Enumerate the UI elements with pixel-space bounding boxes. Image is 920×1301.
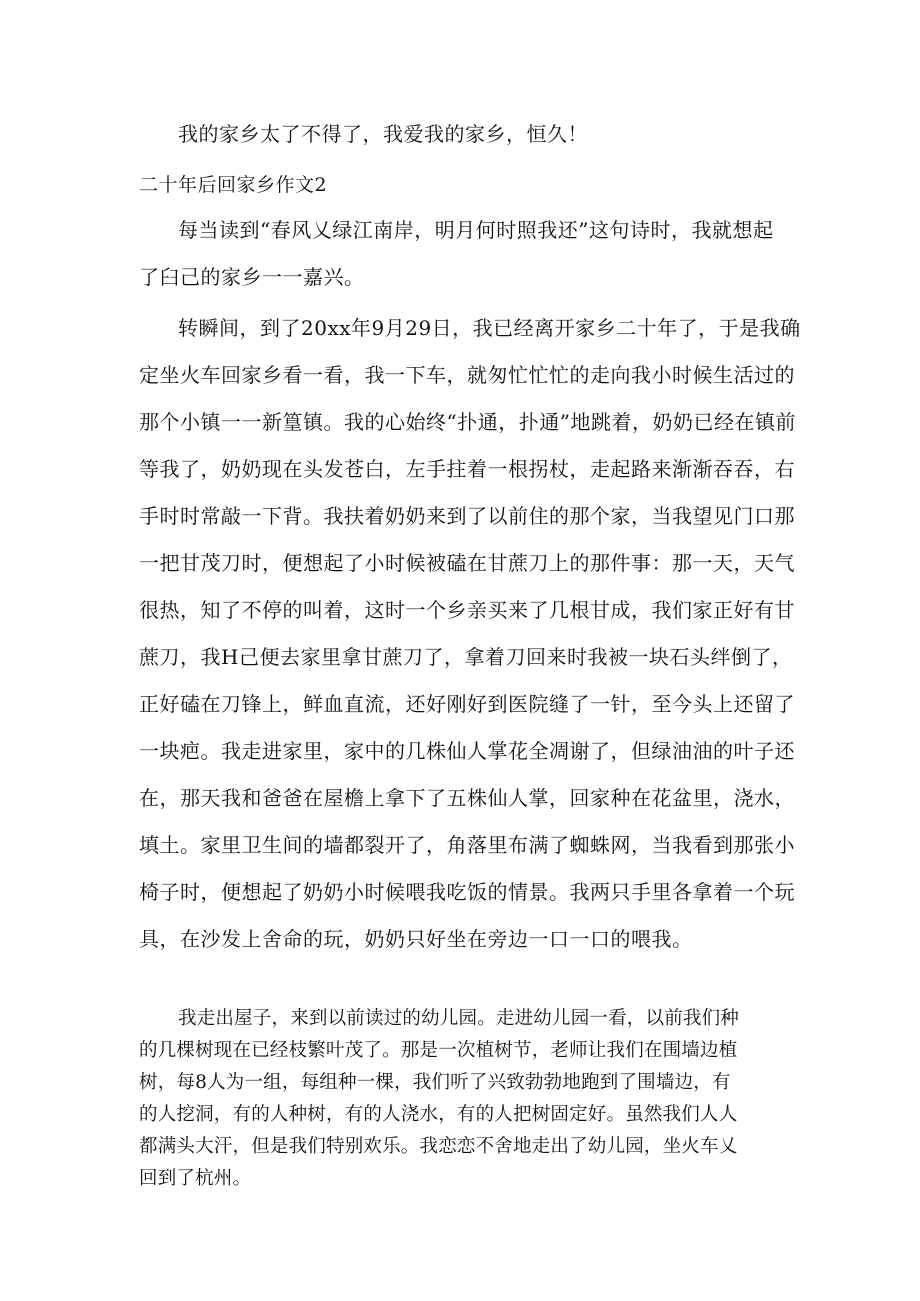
paragraph-3-line-3: 树，每8人为一组，每组种一棵，我们听了兴致勃勃地跑到了围墙边，有 [139, 1072, 731, 1093]
paragraph-3-line-4: 的人挖洞，有的人种树，有的人浇水，有的人把树固定好。虽然我们人人 [139, 1104, 738, 1125]
paragraph-3-line-6: 回到了杭州。 [139, 1168, 252, 1189]
paragraph-2-line-5: 手时时常敲一下背。我扶着奶奶来到了以前住的那个家，当我望见门口那 [139, 504, 795, 528]
paragraph-2-line-4: 等我了，奶奶现在头发苍白，左手拄着一根拐杖，走起路来渐渐吞吞，右 [139, 457, 795, 481]
paragraph-1-line-2: 了臼己的家乡一一嘉兴。 [139, 265, 365, 289]
paragraph-2-line-13: 椅子时，便想起了奶奶小时候喂我吃饭的情景。我两只手里各拿着一个玩 [139, 880, 795, 904]
intro-line: 我的家乡太了不得了，我爱我的家乡，恒久！ [178, 122, 588, 146]
paragraph-2-line-6: 一把甘茂刀时，便想起了小时候被磕在甘蔗刀上的那件事：那一天，天气 [139, 551, 795, 575]
paragraph-3-line-1: 我走出屋子，来到以前读过的幼儿园。走进幼儿园一看，以前我们种 [178, 1008, 740, 1029]
paragraph-2-line-3: 那个小镇一一新篁镇。我的心始终“扑通，扑通”地跳着，奶奶已经在镇前 [139, 410, 796, 434]
paragraph-2-line-1: 转瞬间，到了20xx年9月29日，我已经离开家乡二十年了，于是我确 [178, 316, 801, 340]
essay-heading: 二十年后回家乡作文2 [139, 174, 328, 196]
paragraph-2-line-2: 定坐火车回家乡看一看，我一下车，就匆忙忙忙的走向我小时候生活过的 [139, 363, 795, 387]
paragraph-2-line-12: 填土。家里卫生间的墙都裂开了，角落里布满了蜘蛛网，当我看到那张小 [139, 833, 795, 857]
paragraph-2-line-14: 具，在沙发上舍命的玩，奶奶只好坐在旁边一口一口的喂我。 [139, 927, 693, 951]
paragraph-2-line-9: 正好磕在刀锋上，鲜血直流，还好刚好到医院缝了一针，至今头上还留了 [139, 692, 795, 716]
paragraph-1-line-1: 每当读到“春风乂绿江南岸，明月何时照我还”这句诗时，我就想起 [178, 218, 774, 242]
paragraph-2-line-11: 在，那天我和爸爸在屋檐上拿下了五株仙人掌，回家种在花盆里，浇水， [139, 786, 795, 810]
paragraph-2-line-7: 很热，知了不停的叫着，这时一个乡亲买来了几根甘成，我们家正好有甘 [139, 598, 795, 622]
paragraph-2-line-10: 一块疤。我走进家里，家中的几株仙人掌花全凋谢了，但绿油油的叶子还 [139, 739, 795, 763]
paragraph-3-line-2: 的几棵树现在已经枝繁叶茂了。那是一次植树节，老师让我们在围墙边植 [139, 1040, 738, 1061]
paragraph-2-line-8: 蔗刀，我H己便去家里拿甘蔗刀了，拿着刀回来时我被一块石头绊倒了， [139, 645, 793, 669]
paragraph-3-line-5: 都满头大汗，但是我们特别欢乐。我恋恋不舍地走出了幼儿园，坐火车乂 [139, 1136, 738, 1157]
